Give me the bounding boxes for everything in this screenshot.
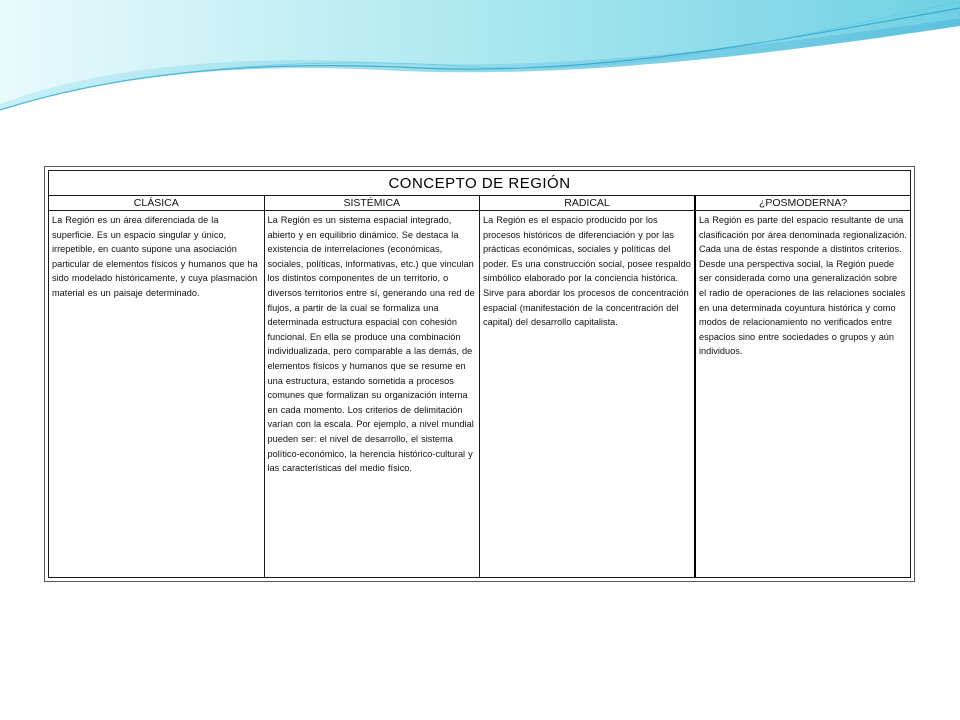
column-header-clasica: CLÁSICA xyxy=(49,196,265,211)
cell-clasica: La Región es un área diferenciada de la superficie. Es un espacio singular y único, irrepetible, en cuanto supone una asociación particular de elementos físicos y humanos que ha sido modelado históricamente, y cuya plasmación material es un paisaje determinado. xyxy=(49,211,265,578)
region-concept-table xyxy=(48,170,911,578)
column-header-radical: RADICAL xyxy=(480,196,696,211)
cell-posmoderna: La Región es parte del espacio resultante de una clasificación por área denominada regionalización. Cada una de éstas responde a distintos criterios. Desde una perspectiva social, la Región puede ser considerada como una generalización sobre el radio de operaciones de las relaciones sociales en una determinada coyuntura histórica y como modos de relacionamiento no verificados entre espacios sino entre sociedades o grupos y aún individuos. xyxy=(695,211,911,578)
table-title: CONCEPTO DE REGIÓN xyxy=(49,171,911,196)
region-concept-table-frame xyxy=(44,166,915,582)
column-header-sistemica: SISTÉMICA xyxy=(264,196,480,211)
cell-sistemica: La Región es un sistema espacial integrado, abierto y en equilibrio dinámico. Se destaca la existencia de interrelaciones (económicas, sociales, políticas, informativas, etc.) que vinculan los distintos componentes de un territorio, o diversos territorios entre sí, generando una red de flujos, a partir de la cual se formaliza una determinada estructura espacial con cohesión funcional. En ella se produce una combinación individualizada, pero comparable a las demás, de elementos físicos y humanos que se resume en una estructura, estando sometida a procesos comunes que formalizan su organización interna en cada momento. Los criterios de delimitación varían con la escala. Por ejemplo, a nivel mundial pueden ser: el nivel de desarrollo, el sistema político-económico, la herencia histórico-cultural y las características del medio físico. xyxy=(264,211,480,578)
header-wave-decoration xyxy=(0,0,960,120)
cell-radical: La Región es el espacio producido por los procesos históricos de diferenciación y por las prácticas económicas, sociales y políticas del poder. Es una construcción social, posee respaldo simbólico elaborado por la conciencia histórica. Sirve para abordar los procesos de concentración espacial (manifestación de la concentración del capital) del desarrollo capitalista. xyxy=(480,211,696,578)
column-header-posmoderna: ¿POSMODERNA? xyxy=(695,196,911,211)
